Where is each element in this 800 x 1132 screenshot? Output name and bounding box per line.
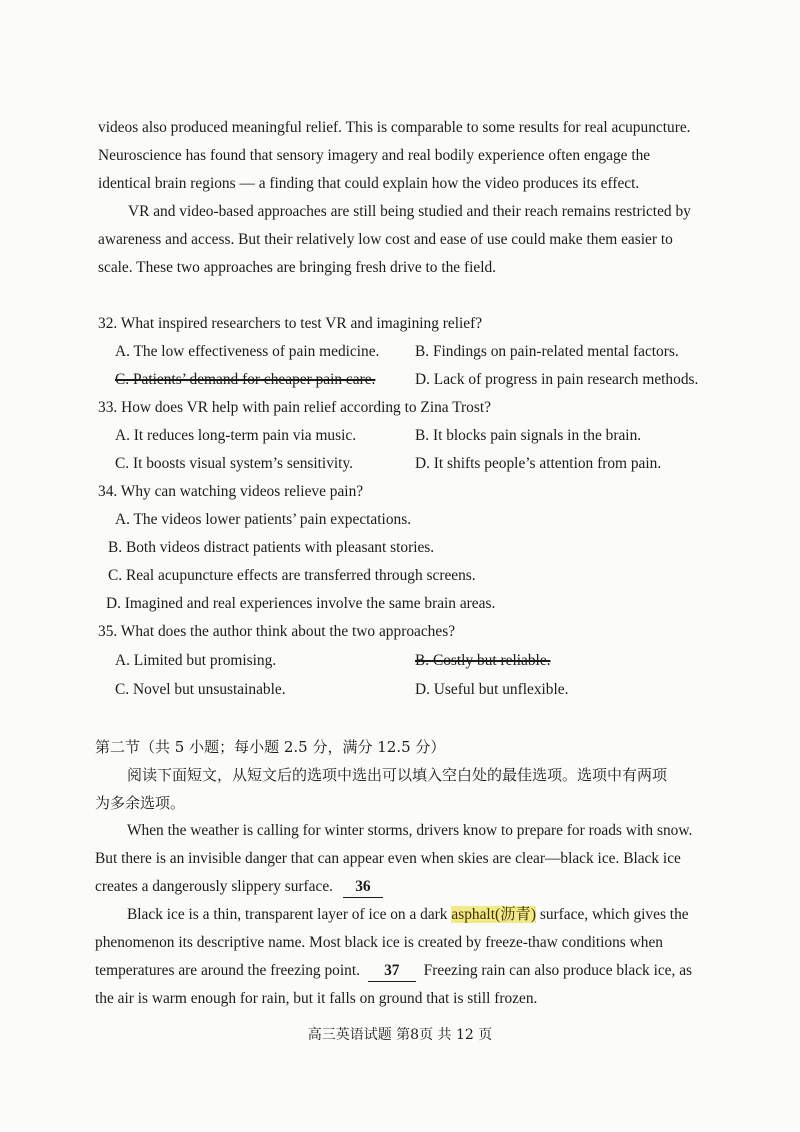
passage-text: Freezing rain can also produce black ice, as [423, 962, 693, 979]
option-32-a[interactable]: A. The low effectiveness of pain medicine. [115, 343, 380, 360]
option-34-d[interactable]: D. Imagined and real experiences involve the same brain areas. [106, 595, 496, 612]
question-stem-32: 32. What inspired researchers to test VR and imagining relief? [98, 315, 483, 332]
option-33-a[interactable]: A. It reduces long-term pain via music. [115, 427, 357, 444]
passage-line: awareness and access. But their relatively low cost and ease of use could make them easier to [98, 231, 673, 248]
option-32-d[interactable]: D. Lack of progress in pain research methods. [415, 371, 699, 388]
blank-36[interactable]: 36 [343, 877, 383, 898]
passage-text: Black ice is a thin, transparent layer of ice on a dark [127, 906, 448, 923]
passage-line: identical brain regions — a finding that could explain how the video produces its effect. [98, 175, 640, 192]
page-footer: 高三英语试题 第8页 共 12 页 [307, 1027, 493, 1043]
passage-text: surface, which gives the [539, 906, 689, 923]
option-34-c[interactable]: C. Real acupuncture effects are transferred through screens. [108, 567, 476, 584]
option-34-b[interactable]: B. Both videos distract patients with pleasant stories. [108, 539, 435, 556]
passage-line [95, 877, 383, 898]
passage-line: Neuroscience has found that sensory imagery and real bodily experience often engage the [98, 147, 651, 164]
option-32-b[interactable]: B. Findings on pain-related mental factors. [415, 343, 679, 360]
option-35-b[interactable]: B. Costly but reliable. [415, 652, 551, 669]
passage-line: phenomenon its descriptive name. Most black ice is created by freeze-thaw conditions when [95, 934, 663, 951]
option-35-a[interactable]: A. Limited but promising. [115, 652, 277, 669]
option-33-c[interactable]: C. It boosts visual system’s sensitivity. [115, 455, 353, 472]
passage-line: scale. These two approaches are bringing fresh drive to the field. [98, 259, 497, 276]
passage-line [127, 905, 689, 925]
passage-line: But there is an invisible danger that can appear even when skies are clear—black ice. Black ice [95, 850, 681, 867]
section-instruction: 为多余选项。 [95, 794, 186, 812]
passage-text: creates a dangerously slippery surface. [95, 878, 334, 895]
option-34-a[interactable]: A. The videos lower patients’ pain expectations. [115, 511, 412, 528]
passage-line: videos also produced meaningful relief. This is comparable to some results for real acupuncture. [98, 119, 691, 136]
option-32-c[interactable]: C. Patients’ demand for cheaper pain care. [115, 371, 376, 388]
passage-line [95, 961, 692, 982]
question-stem-35: 35. What does the author think about the two approaches? [98, 623, 456, 640]
option-35-c[interactable]: C. Novel but unsustainable. [115, 681, 286, 698]
option-35-d[interactable]: D. Useful but unflexible. [415, 681, 569, 698]
passage-line: When the weather is calling for winter storms, drivers know to prepare for roads with snow. [127, 822, 693, 839]
section-heading: 第二节（共 5 小题；每小题 2.5 分，满分 12.5 分） [95, 738, 446, 756]
section-instruction: 阅读下面短文，从短文后的选项中选出可以填入空白处的最佳选项。选项中有两项 [127, 766, 668, 784]
option-33-d[interactable]: D. It shifts people’s attention from pain. [415, 455, 662, 472]
blank-37[interactable]: 37 [368, 961, 416, 982]
passage-line: VR and video-based approaches are still being studied and their reach remains restricted by [128, 203, 691, 220]
highlighted-word: asphalt(沥青) [451, 906, 537, 923]
question-stem-33: 33. How does VR help with pain relief according to Zina Trost? [98, 399, 491, 416]
question-stem-34: 34. Why can watching videos relieve pain? [98, 483, 364, 500]
option-33-b[interactable]: B. It blocks pain signals in the brain. [415, 427, 642, 444]
passage-line: the air is warm enough for rain, but it falls on ground that is still frozen. [95, 990, 538, 1007]
passage-text: temperatures are around the freezing point. [95, 962, 360, 979]
